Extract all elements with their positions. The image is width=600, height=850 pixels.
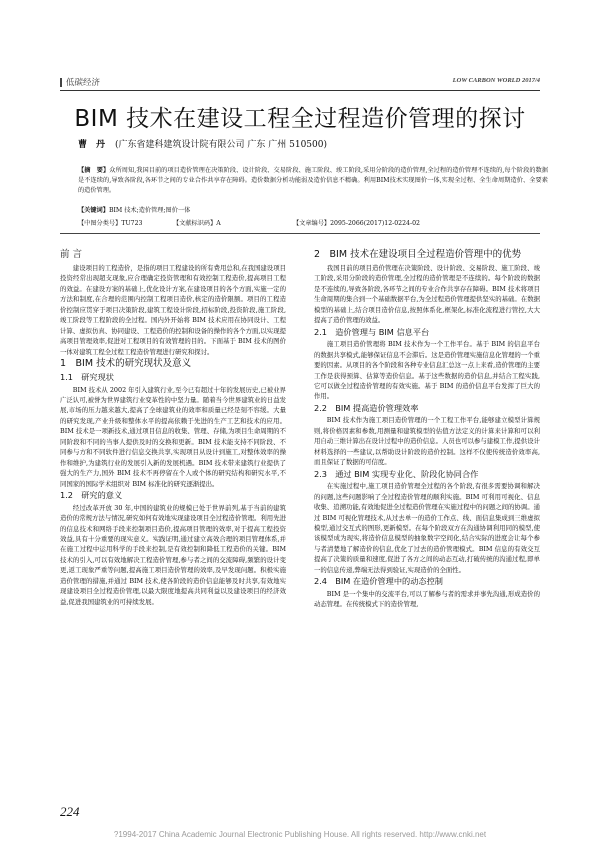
section-1-1-paragraph: BIM 技术从 2002 年引入建筑行业,至今已有超过十年的发展历史,已被业界广泛认可,被誉为世界建筑行业变革性的中坚力量。随着当今世界建筑业的日益发展,市场的压力越来越大,提高了全球建筑业的效率和质量已经是刻不容缓。大量的研究发现,产业升级和整体水平的提高依赖于先进的生产工艺和技术的应用。BIM 技术是一项新技术,通过项目信息的收集、管理、存储,为项目生命周期的不同阶段和不同的当事人提供及时的交换和更新。BIM 技术能支持不同阶段、不同参与方和不同软件进行信息交换共享,实现项目从设计到施工,对整体效率的操作和维护,为建筑行业的发展引入新的发展机遇。BIM 技术带来建筑行业提供了强大的生产力,国外 BIM 技术不再停留在个人或个体的研究结构和研究水平,不同国家的国际学术组织对 BIM 标准化的研究逐渐提出。 — [60, 385, 286, 488]
section-2-3-heading: 2.3 通过 BIM 实现专业化、阶段化协同合作 — [314, 468, 479, 479]
header-bar-mark — [60, 78, 62, 87]
section-2-heading: 2 BIM 技术在建设项目全过程造价管理中的优势 — [314, 249, 522, 260]
section-1-2-heading: 1.2 研究的意义 — [60, 490, 123, 501]
section-2-4-heading: 2.4 BIM 在造价管理中的动态控制 — [314, 576, 443, 587]
section-2-2-heading: 2.2 BIM 提高造价管理效率 — [314, 402, 419, 413]
abstract — [78, 166, 548, 196]
section-2-1-paragraph: 施工项目造价管理将 BIM 技术作为一个工作平台。基于 BIM 的信息平台的数据共享模式,能够保证信息不会滞后。这是造价管理实施信息化管理的一个重要的因素。从项目的各个阶段和各种专业信息汇总这一点上来看,造价管理的主要工作是获得预算、估算等造价信息。基于这些数据的造价信息,并结合工程实践,它可以做全过程造价管理的有效实施。基于 BIM 的造价信息平台发挥了巨大的作用。 — [314, 340, 540, 401]
clc-number: 【中图分类号】TU723 — [78, 220, 143, 227]
left-column — [60, 248, 286, 607]
right-column — [314, 248, 540, 610]
document-code: 【文献标识码】A — [173, 220, 221, 227]
article-number: 【文章编号】2095-2066(2017)12-0224-02 — [293, 220, 420, 227]
running-header-right: LOW CARBON WORLD 2017/4 — [452, 77, 540, 84]
keywords — [78, 206, 548, 216]
intro-heading: 前 言 — [60, 249, 83, 260]
author-line — [78, 137, 327, 150]
header-rule — [60, 90, 540, 91]
intro-paragraph: 建设项目的工程造价，是指的项目工程建设的所有费用总和,在我国建设项目投资经常出现超支现象,应合理确定投资管理和有效控制工程造价,提高项目工程的效益。在建设方案的基础上,优化设计方案,在建设项目的各个方面,实施一定的方法和制度,在合理的范围内控制工程项目造价,核定的造价限额。项目的工程造价控制应贯穿于项目决策阶段,建筑工程设计阶段,招标阶段,投资阶段,施工阶段,竣工阶段等工程阶段的全过程。国内外开始将 BIM 技术应用在协同设计、工程计算、虚拟仿真、协同建设、工程造价的控制和设备的操作的各个方面,以实现提高项目管理效率,促进对工程项目的有效管理的目的。下面基于 BIM 技术的图价一体对建筑工程全过程工程造价管理进行研究和探讨。 — [60, 264, 286, 356]
section-2-4-paragraph: BIM 是一个集中的交流平台,可以了解参与者的需求并事先沟通,形成造价的动态管理。在传统模式下的造价管理, — [314, 589, 540, 609]
section-1-heading: 1 BIM 技术的研究现状及意义 — [60, 358, 192, 370]
keywords-label: 【关键词】 — [78, 207, 109, 214]
running-header-left — [60, 76, 100, 88]
journal-section-label: 低碳经济 — [66, 77, 101, 87]
section-2-3-paragraph: 在实施过程中,施工项目造价管理全过程的各个阶段,有很多需要协调和解决的问题,这些问题影响了全过程造价管理的顺利实施。BIM 可利用可视化、信息收集、追溯功能,有效地促进全过程造价管理在实施过程中的问题之间的协调。通过 BIM 可视化管理技术,从过去单一的造价工作点、线、面信息集成到三维虚拟模型,通过交互式的图形,更新模型。在每个阶段双方在沟通协调利用同的模型,使该模型成为现实,将造价信息模型的抽象数字空间化,结合实际的进度会让每个参与者清楚地了解造价的信息,优化了过去的造价管理模式。BIM 信息的有效交互提高了决策的质量和速度,促进了各方之间的动态互动,打破传统的沟通过程,即单一的信息传递,弊端无法得到验证,实现造价的全面性。 — [314, 482, 540, 574]
section-2-paragraph: 我国目前的项目造价管理在决策阶段、设计阶段、交易阶段、施工阶段、竣工阶段,采用分阶段的造价管理,全过程的造价管理是不连续的。每个阶段的数据是不连续的,导致各阶段,各环节之间的专业合作共享存在障碍。BIM 技术将项目生命周期的集合到一个基础数据平台,为全过程造价管理提供坚实的基础。在数据模型的基础上,结合项目造价信息,按照体系化,框架化,标准化流程进行管控,大大提高了造价管理的效益。 — [314, 264, 540, 325]
section-1-2-paragraph: 经过改革开放 30 年,中国的建筑业的规模已处于世界前列,基于当前的建筑造价的常规方法与情况,研究如何有效地实现建设项目全过程造价管理。利用先进的信息技术和网络手段来控制项目造价,提高项目管理的效率,对于提高工程投资效益,具有十分重要的现实意义。实践证明,通过建立高效合理的项目管理体系,并在施工过程中运用科学的手段来控制,是有效控制和降低工程造价的关键。BIM 技术的引入,可以有效地解决工程造价管理,参与者之间的交流障碍,频繁的设计变更,返工现象严重等问题,提高施工项目造价管理的效率,及早发现问题。积极实施造价管理的措施,并通过 BIM 技术,使各阶段的造价信息能够及时共享,有效地实现建设项目全过程造价管理,以最大限度地提高共同利益以及建设项目的经济效益,促进我国建筑业的可持续发展。 — [60, 503, 286, 606]
article-title: BIM 技术在建设工程全过程造价管理的探讨 — [74, 106, 526, 132]
section-2-2-paragraph: BIM 技术作为施工项目造价管理的一个工程工作平台,能够建立模型计算规则,将价格因素和参数,用测量和建筑模型的估值方法定义的计算来计算和可以利用自动三维计算出在设计过程中的造价信息。人员也可以参与建模工作,提供设计材料选择的一些建议,以帮助设计阶段的造价控制。这样不仅使传统造价效率高,而且保证了数据的可信度。 — [314, 416, 540, 467]
page-number: 224 — [60, 804, 80, 819]
abstract-rule — [60, 233, 540, 234]
section-1-1-heading: 1.1 研究现状 — [60, 372, 114, 383]
abstract-text: 众所周知,我国目前的项目造价管理在决策阶段、设计阶段、交易阶段、施工阶段、竣工阶段,采用分阶段的造价管理,全过程的造价管理不连续的,每个阶段的数据是不连续的,导致各阶段,各环节之间的专业合作共享存在障碍。造价数据分析功能弱及造价信息不精确。利用BIM技术实现图价一体,实现全过程、全生命周期造价、全要素的造价管理。 — [78, 167, 548, 194]
author-name: 曹 丹 — [78, 140, 106, 150]
section-2-1-heading: 2.1 造价管理与 BIM 信息平台 — [314, 326, 430, 337]
author-affiliation: (广东省建科建筑设计院有限公司 广东 广州 510500) — [115, 140, 327, 150]
keywords-text: BIM 技术;造价管理;图价一体 — [108, 207, 191, 214]
abstract-label: 【摘 要】 — [78, 167, 110, 174]
copyright-footer: ?1994-2017 China Academic Journal Electronic Publishing House. All rights reserved. http://www.cnki.net — [113, 830, 487, 839]
